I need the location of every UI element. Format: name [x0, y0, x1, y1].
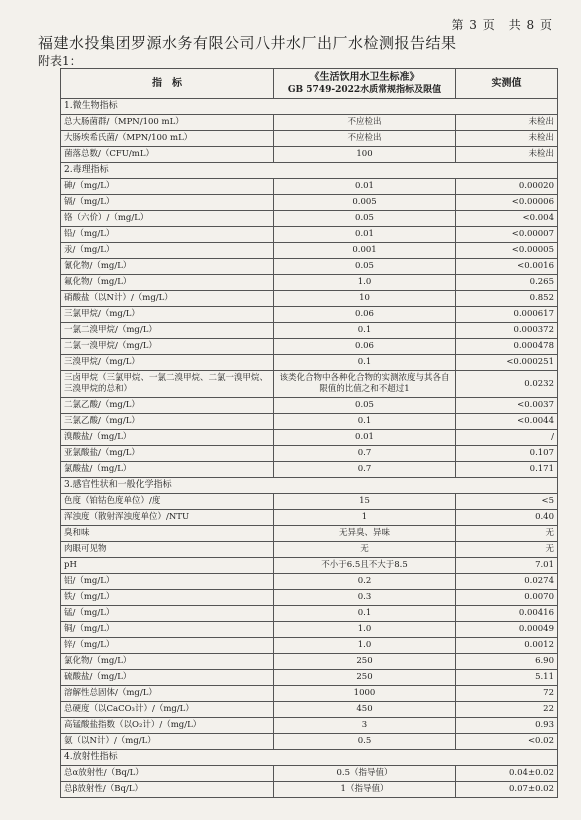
- limit-cell: 1（指导值）: [274, 782, 456, 798]
- measured-cell: <0.0016: [456, 259, 558, 275]
- table-row: [61, 414, 558, 430]
- page-number: 第 3 页 共 8 页: [451, 18, 553, 32]
- table-row: [61, 462, 558, 478]
- indicator-cell: pH: [61, 558, 274, 574]
- table-row: [61, 654, 558, 670]
- table-row: [61, 590, 558, 606]
- table-row: [61, 766, 558, 782]
- indicator-cell: 三卤甲烷（三氯甲烷、一氯二溴甲烷、二氯一溴甲烷、三溴甲烷的总和）: [61, 371, 274, 398]
- limit-cell: 0.1: [274, 355, 456, 371]
- measured-cell: 0.00020: [456, 179, 558, 195]
- report-title: 福建水投集团罗源水务有限公司八井水厂出厂水检测报告结果: [38, 34, 457, 52]
- limit-cell: 0.5（指导值）: [274, 766, 456, 782]
- indicator-cell: 二氯乙酸/（mg/L）: [61, 398, 274, 414]
- measured-cell: <5: [456, 494, 558, 510]
- section-row: [61, 163, 558, 179]
- limit-cell: 1.0: [274, 275, 456, 291]
- section-title: 4.放射性指标: [61, 750, 558, 766]
- indicator-cell: 高锰酸盐指数（以O₂计）/（mg/L）: [61, 718, 274, 734]
- measured-cell: 0.00416: [456, 606, 558, 622]
- section-row: [61, 750, 558, 766]
- limit-cell: 1.0: [274, 622, 456, 638]
- table-row: [61, 371, 558, 398]
- table-row: [61, 718, 558, 734]
- table-row: [61, 339, 558, 355]
- measured-cell: 0.0274: [456, 574, 558, 590]
- table-row: [61, 558, 558, 574]
- table-row: [61, 782, 558, 798]
- limit-cell: 0.3: [274, 590, 456, 606]
- indicator-cell: 镉/（mg/L）: [61, 195, 274, 211]
- section-title: 3.感官性状和一般化学指标: [61, 478, 558, 494]
- table-row: [61, 430, 558, 446]
- header-standard-title: 《生活饮用水卫生标准》: [309, 71, 420, 83]
- measured-cell: 0.00049: [456, 622, 558, 638]
- indicator-cell: 铬（六价）/（mg/L）: [61, 211, 274, 227]
- appendix-label: 附表1：: [38, 54, 82, 68]
- indicator-cell: 大肠埃希氏菌/（MPN/100 mL）: [61, 131, 274, 147]
- indicator-cell: 总β放射性/（Bq/L）: [61, 782, 274, 798]
- limit-cell: 不应检出: [274, 115, 456, 131]
- indicator-cell: 浑浊度（散射浑浊度单位）/NTU: [61, 510, 274, 526]
- limit-cell: 不小于6.5且不大于8.5: [274, 558, 456, 574]
- limit-cell: 0.7: [274, 462, 456, 478]
- indicator-cell: 汞/（mg/L）: [61, 243, 274, 259]
- indicator-cell: 总α放射性/（Bq/L）: [61, 766, 274, 782]
- limit-cell: 1.0: [274, 638, 456, 654]
- table-row: [61, 179, 558, 195]
- indicator-cell: 铝/（mg/L）: [61, 574, 274, 590]
- table-row: [61, 147, 558, 163]
- header-standard-sub: GB 5749-2022水质常规指标及限值: [287, 84, 442, 95]
- indicator-cell: 菌落总数/（CFU/mL）: [61, 147, 274, 163]
- measured-cell: 0.000478: [456, 339, 558, 355]
- limit-cell: 10: [274, 291, 456, 307]
- table-row: [61, 574, 558, 590]
- limit-cell: 15: [274, 494, 456, 510]
- header-indicator: 指 标: [61, 69, 274, 99]
- table-row: [61, 307, 558, 323]
- indicator-cell: 硝酸盐（以N计）/（mg/L）: [61, 291, 274, 307]
- measured-cell: 0.107: [456, 446, 558, 462]
- table-row: [61, 526, 558, 542]
- measured-cell: 0.171: [456, 462, 558, 478]
- limit-cell: 0.06: [274, 339, 456, 355]
- table-row: [61, 510, 558, 526]
- limit-cell: 0.05: [274, 398, 456, 414]
- indicator-cell: 氯酸盐/（mg/L）: [61, 462, 274, 478]
- measured-cell: <0.02: [456, 734, 558, 750]
- section-row: [61, 478, 558, 494]
- limit-cell: 0.005: [274, 195, 456, 211]
- limit-cell: 1000: [274, 686, 456, 702]
- indicator-cell: 氨（以N计）/（mg/L）: [61, 734, 274, 750]
- measured-cell: 0.265: [456, 275, 558, 291]
- table-row: [61, 275, 558, 291]
- table-row: [61, 291, 558, 307]
- measured-cell: 72: [456, 686, 558, 702]
- measured-cell: <0.0044: [456, 414, 558, 430]
- indicator-cell: 三氯乙酸/（mg/L）: [61, 414, 274, 430]
- indicator-cell: 铁/（mg/L）: [61, 590, 274, 606]
- table-row: [61, 243, 558, 259]
- measured-cell: 0.07±0.02: [456, 782, 558, 798]
- indicator-cell: 总硬度（以CaCO₃计）/（mg/L）: [61, 702, 274, 718]
- table-row: [61, 670, 558, 686]
- measured-cell: 6.90: [456, 654, 558, 670]
- measured-cell: <0.000251: [456, 355, 558, 371]
- limit-cell: 0.06: [274, 307, 456, 323]
- header-measured: 实测值: [456, 69, 558, 99]
- limit-cell: 450: [274, 702, 456, 718]
- indicator-cell: 亚氯酸盐/（mg/L）: [61, 446, 274, 462]
- section-title: 1.微生物指标: [61, 99, 558, 115]
- limit-cell: 不应检出: [274, 131, 456, 147]
- table-row: [61, 686, 558, 702]
- indicator-cell: 砷/（mg/L）: [61, 179, 274, 195]
- limit-cell: 0.7: [274, 446, 456, 462]
- limit-cell: 0.1: [274, 606, 456, 622]
- table-row: [61, 195, 558, 211]
- limit-cell: 250: [274, 670, 456, 686]
- limit-cell: 0.1: [274, 323, 456, 339]
- indicator-cell: 二氯一溴甲烷/（mg/L）: [61, 339, 274, 355]
- limit-cell: 0.1: [274, 414, 456, 430]
- limit-cell: 0.001: [274, 243, 456, 259]
- measured-cell: <0.004: [456, 211, 558, 227]
- limit-cell: 100: [274, 147, 456, 163]
- measured-cell: <0.0037: [456, 398, 558, 414]
- table-row: [61, 259, 558, 275]
- measured-cell: <0.00006: [456, 195, 558, 211]
- measured-cell: 无: [456, 542, 558, 558]
- section-title: 2.毒理指标: [61, 163, 558, 179]
- measured-cell: 0.40: [456, 510, 558, 526]
- measured-cell: 未检出: [456, 115, 558, 131]
- measured-cell: 0.0012: [456, 638, 558, 654]
- table-row: [61, 734, 558, 750]
- limit-cell: 0.2: [274, 574, 456, 590]
- table-row: [61, 398, 558, 414]
- table-body: [61, 99, 558, 798]
- indicator-cell: 铅/（mg/L）: [61, 227, 274, 243]
- measured-cell: <0.00007: [456, 227, 558, 243]
- indicator-cell: 三溴甲烷/（mg/L）: [61, 355, 274, 371]
- limit-cell: 250: [274, 654, 456, 670]
- limit-cell: 1: [274, 510, 456, 526]
- limit-cell: 3: [274, 718, 456, 734]
- indicator-cell: 硫酸盐/（mg/L）: [61, 670, 274, 686]
- indicator-cell: 锰/（mg/L）: [61, 606, 274, 622]
- table-row: [61, 355, 558, 371]
- measured-cell: 0.93: [456, 718, 558, 734]
- indicator-cell: 氯化物/（mg/L）: [61, 654, 274, 670]
- indicator-cell: 一氯二溴甲烷/（mg/L）: [61, 323, 274, 339]
- measured-cell: 0.0232: [456, 371, 558, 398]
- indicator-cell: 溶解性总固体/（mg/L）: [61, 686, 274, 702]
- table-row: [61, 211, 558, 227]
- table-row: [61, 323, 558, 339]
- table-row: [61, 115, 558, 131]
- measured-cell: 未检出: [456, 131, 558, 147]
- table-row: [61, 227, 558, 243]
- indicator-cell: 溴酸盐/（mg/L）: [61, 430, 274, 446]
- section-row: [61, 99, 558, 115]
- indicator-cell: 总大肠菌群/（MPN/100 mL）: [61, 115, 274, 131]
- table-row: [61, 542, 558, 558]
- measured-cell: 0.04±0.02: [456, 766, 558, 782]
- indicator-cell: 锌/（mg/L）: [61, 638, 274, 654]
- measured-cell: 5.11: [456, 670, 558, 686]
- limit-cell: 该类化合物中各种化合物的实测浓度与其各自限值的比值之和不超过1: [274, 371, 456, 398]
- measured-cell: 未检出: [456, 147, 558, 163]
- measured-cell: 0.0070: [456, 590, 558, 606]
- table-row: [61, 606, 558, 622]
- table-row: [61, 622, 558, 638]
- measured-cell: /: [456, 430, 558, 446]
- limit-cell: 0.01: [274, 430, 456, 446]
- measured-cell: 0.852: [456, 291, 558, 307]
- limit-cell: 0.05: [274, 211, 456, 227]
- indicator-cell: 三氯甲烷/（mg/L）: [61, 307, 274, 323]
- measured-cell: 0.000372: [456, 323, 558, 339]
- measured-cell: 7.01: [456, 558, 558, 574]
- limit-cell: 0.01: [274, 227, 456, 243]
- measured-cell: 0.000617: [456, 307, 558, 323]
- table-row: [61, 446, 558, 462]
- table-header-row: [61, 69, 558, 99]
- indicator-cell: 臭和味: [61, 526, 274, 542]
- limit-cell: 无: [274, 542, 456, 558]
- results-table: [60, 68, 558, 798]
- limit-cell: 0.5: [274, 734, 456, 750]
- indicator-cell: 色度（铂钴色度单位）/度: [61, 494, 274, 510]
- indicator-cell: 铜/（mg/L）: [61, 622, 274, 638]
- header-standard: [274, 69, 456, 99]
- measured-cell: <0.00005: [456, 243, 558, 259]
- limit-cell: 无异臭、异味: [274, 526, 456, 542]
- indicator-cell: 肉眼可见物: [61, 542, 274, 558]
- table-row: [61, 494, 558, 510]
- table-row: [61, 638, 558, 654]
- measured-cell: 无: [456, 526, 558, 542]
- indicator-cell: 氰化物/（mg/L）: [61, 259, 274, 275]
- measured-cell: 22: [456, 702, 558, 718]
- indicator-cell: 氟化物/（mg/L）: [61, 275, 274, 291]
- limit-cell: 0.01: [274, 179, 456, 195]
- limit-cell: 0.05: [274, 259, 456, 275]
- table-row: [61, 131, 558, 147]
- table-row: [61, 702, 558, 718]
